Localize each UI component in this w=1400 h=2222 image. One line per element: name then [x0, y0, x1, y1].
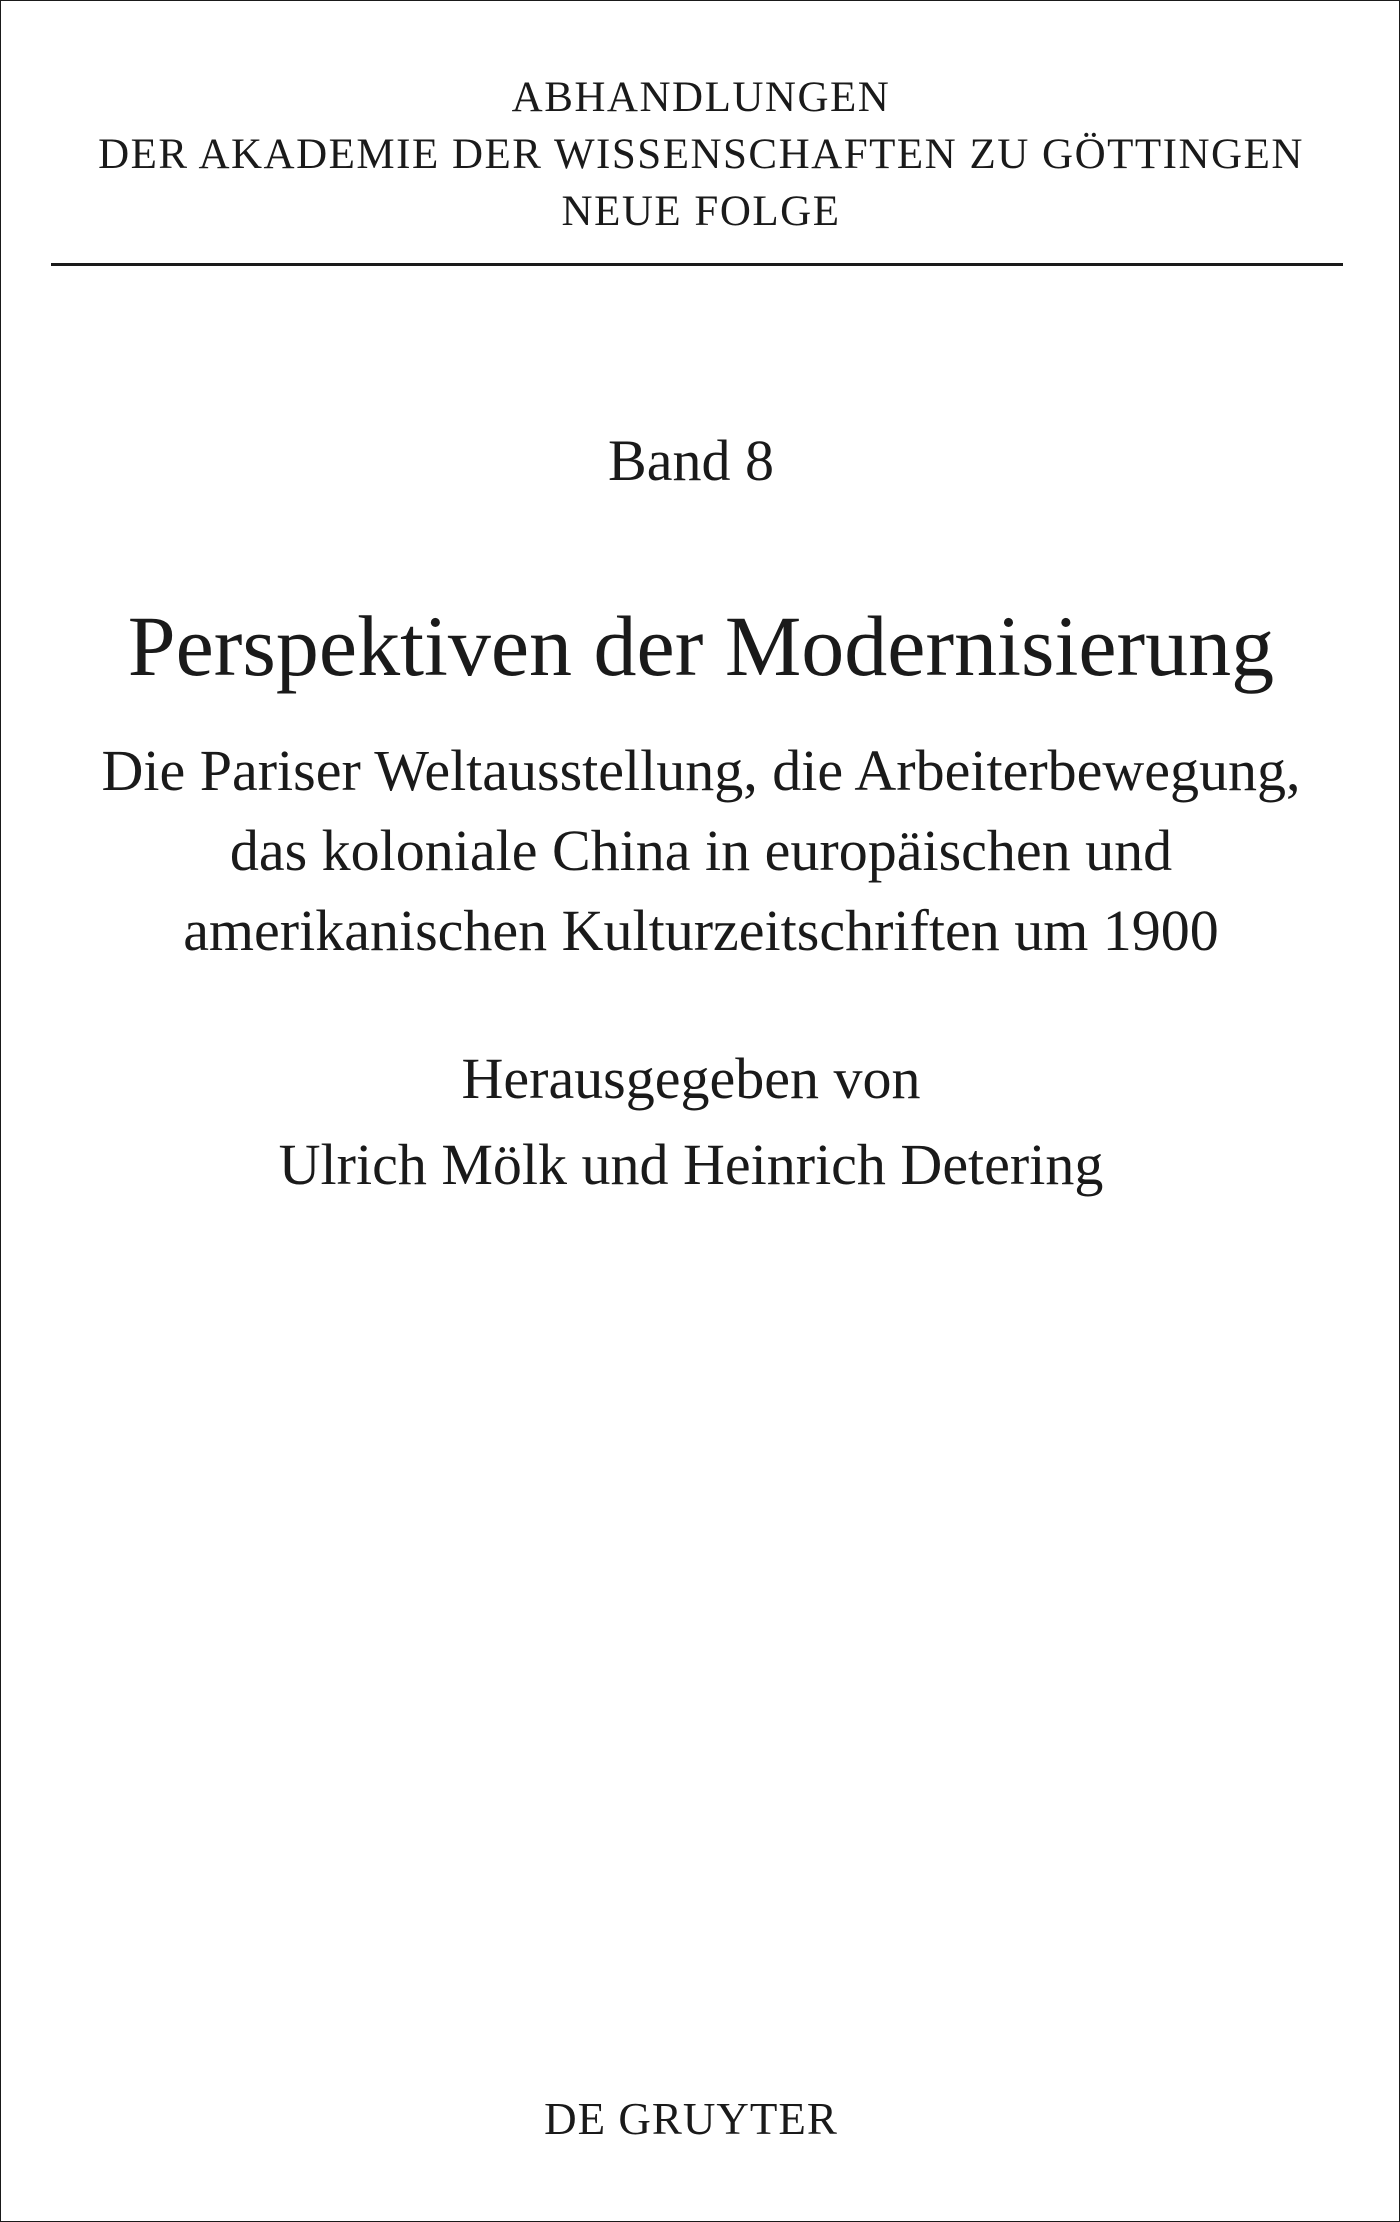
- editors-block: [1, 1036, 1381, 1208]
- series-line-1: ABHANDLUNGEN: [511, 74, 891, 121]
- series-line-3: NEUE FOLGE: [561, 188, 841, 235]
- subtitle-line-2: das koloniale China in europäischen und: [229, 818, 1173, 883]
- subtitle-line-1: Die Pariser Weltausstellung, die Arbeiterbewegung,: [101, 738, 1301, 803]
- horizontal-rule: [51, 263, 1343, 266]
- editors-label: Herausgegeben von: [461, 1046, 921, 1111]
- editors-names: Ulrich Mölk und Heinrich Detering: [278, 1132, 1104, 1197]
- book-subtitle: [1, 731, 1400, 971]
- book-title: Perspektiven der Modernisierung: [127, 598, 1275, 694]
- volume-number: Band 8: [608, 428, 774, 493]
- series-heading: [1, 69, 1400, 240]
- publisher-name: DE GRUYTER: [544, 2094, 838, 2144]
- series-line-2: DER AKADEMIE DER WISSENSCHAFTEN ZU GÖTTINGEN: [98, 131, 1304, 178]
- subtitle-line-3: amerikanischen Kulturzeitschriften um 1900: [183, 898, 1219, 963]
